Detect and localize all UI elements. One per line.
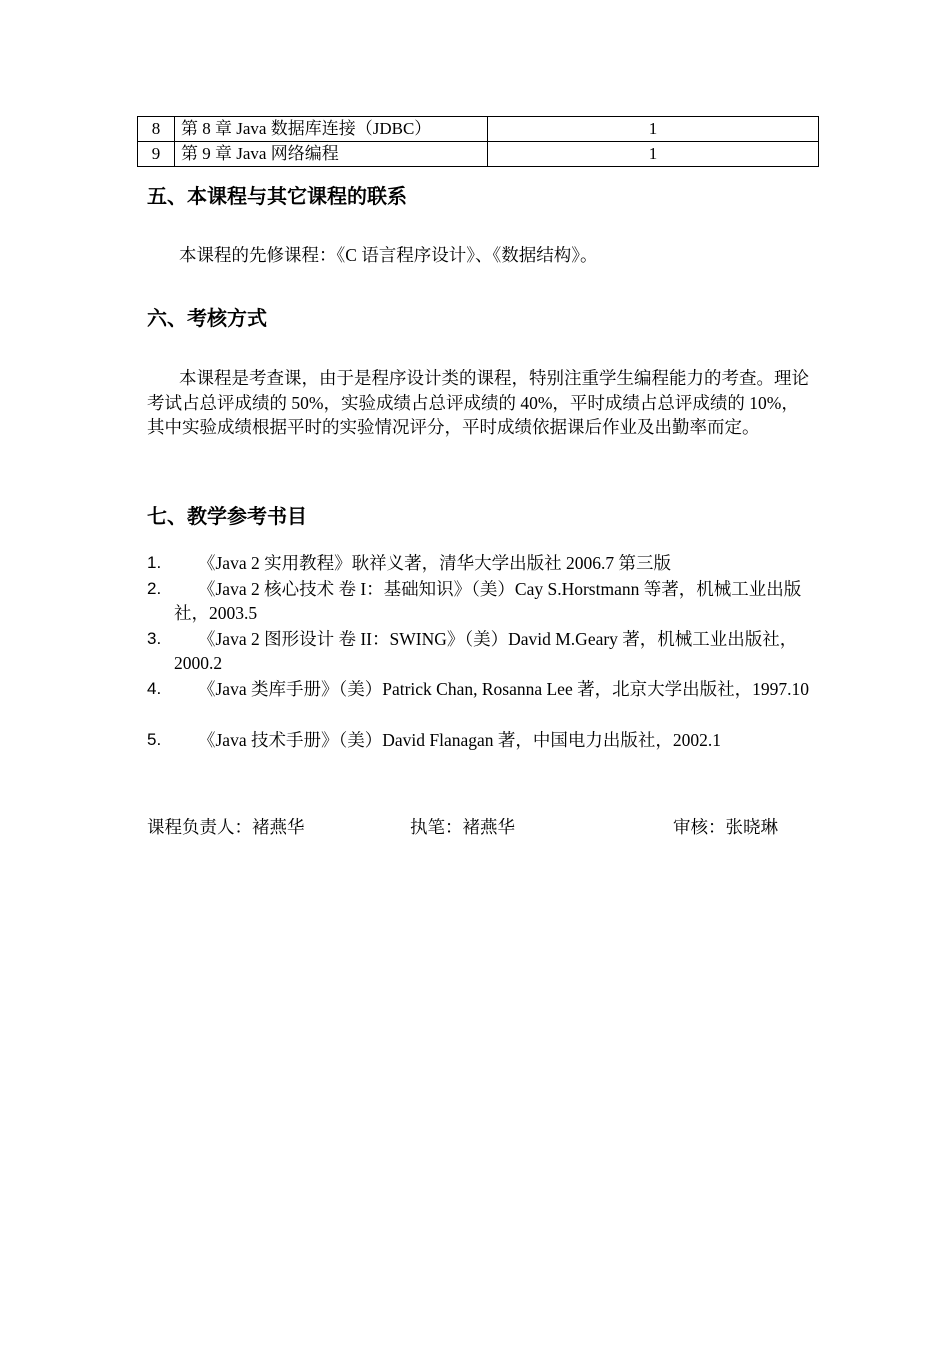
reference-text: 《Java 类库手册》（美）Patrick Chan, Rosanna Lee 著，北京大学出版社，1997.10	[198, 679, 809, 699]
writer-signature: 执笔：褚燕华	[410, 817, 515, 837]
reference-item	[147, 728, 815, 752]
prerequisite-text: 本课程的先修课程：《C 语言程序设计》、《数据结构》。	[179, 245, 598, 265]
chapter-hours: 1	[488, 117, 819, 142]
reference-number: 4.	[147, 679, 162, 698]
course-owner-signature: 课程负责人：褚燕华	[147, 817, 305, 837]
chapter-title: 第 8 章 Java 数据库连接（JDBC）	[175, 117, 488, 142]
reference-number: 3.	[147, 629, 162, 648]
reference-text: 《Java 2 图形设计 卷 II：SWING》（美）David M.Geary 著，机械工业出版社，2000.2	[174, 629, 798, 673]
assessment-text: 本课程是考查课，由于是程序设计类的课程，特别注重学生编程能力的考查。理论考试占总评成绩的 50%，实验成绩占总评成绩的 40%，平时成绩占总评成绩的 10%，其中实验成绩根据平时的实验情况评分，平时成绩依据课后作业及出勤率而定。	[147, 368, 809, 437]
reviewer-signature: 审核：张晓琳	[673, 817, 778, 837]
table-row	[138, 117, 819, 142]
reference-number: 5.	[147, 730, 162, 749]
reference-text: 《Java 2 核心技术 卷 I：基础知识》（美）Cay S.Horstmann 等著，机械工业出版社，2003.5	[174, 579, 802, 623]
chapter-hours: 1	[488, 142, 819, 167]
reference-item	[147, 627, 815, 675]
reference-number: 2.	[147, 579, 162, 598]
section-title-related-courses: 五、本课程与其它课程的联系	[147, 184, 407, 208]
reference-text: 《Java 技术手册》（美）David Flanagan 著，中国电力出版社，2002.1	[198, 730, 722, 750]
chapter-number: 9	[138, 142, 175, 167]
reference-number: 1.	[147, 553, 162, 572]
section-title-references: 七、教学参考书目	[147, 504, 307, 528]
table-row	[138, 142, 819, 167]
reference-item	[147, 551, 815, 575]
reference-item	[147, 677, 815, 701]
chapter-number: 8	[138, 117, 175, 142]
reference-item	[147, 577, 815, 625]
reference-text: 《Java 2 实用教程》耿祥义著，清华大学出版社 2006.7 第三版	[198, 553, 671, 573]
chapter-title: 第 9 章 Java 网络编程	[175, 142, 488, 167]
section-title-assessment: 六、考核方式	[147, 306, 267, 330]
course-hours-table	[137, 116, 819, 167]
